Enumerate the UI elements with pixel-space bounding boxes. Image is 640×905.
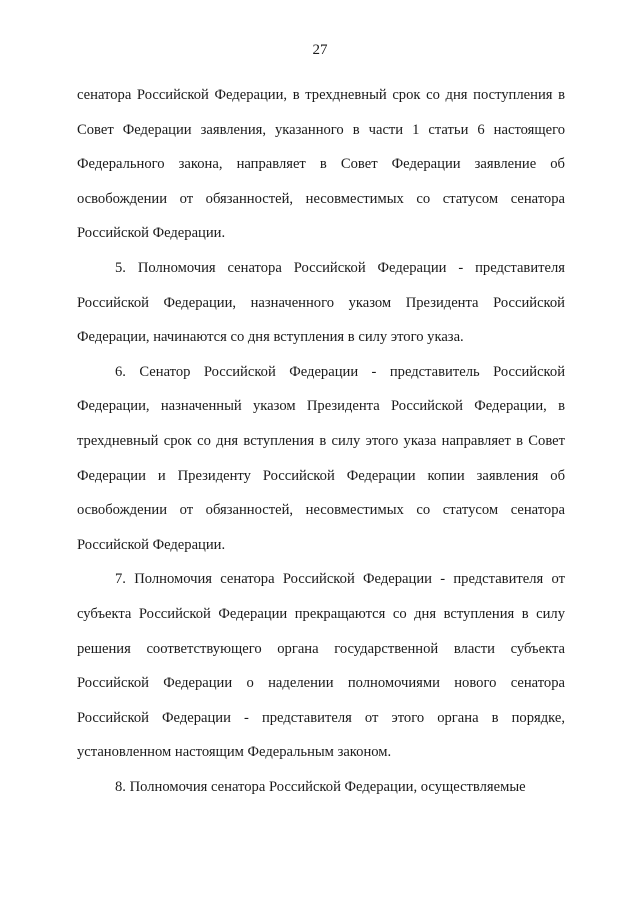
paragraph-continuation: сенатора Российской Федерации, в трехдневный срок со дня поступления в Совет Федерации заявления, указанного в части 1 статьи 6 настоящего Федерального закона, направляет в Совет Федерации заявление об освобождении от обязанностей, несовместимых со статусом сенатора Российской Федерации.	[77, 87, 565, 242]
paragraph-item-8: 8. Полномочия сенатора Российской Федерации, осуществляемые	[115, 778, 526, 795]
paragraph-item-7: 7. Полномочия сенатора Российской Федерации - представителя от субъекта Российской Федерации прекращаются со дня вступления в силу решения соответствующего органа государственной власти субъекта Российской Федерации о наделении полномочиями нового сенатора Российской Федерации - представителя от этого органа в порядке, установленном настоящим Федеральным законом.	[77, 571, 565, 761]
paragraph-item-5: 5. Полномочия сенатора Российской Федерации - представителя Российской Федерации, назначенного указом Президента Российской Федерации, начинаются со дня вступления в силу этого указа.	[77, 259, 565, 346]
paragraph-item-6: 6. Сенатор Российской Федерации - представитель Российской Федерации, назначенный указом Президента Российской Федерации, в трехдневный срок со дня вступления в силу этого указа направляет в Совет Федерации и Президенту Российской Федерации копии заявления об освобождении от обязанностей, несовместимых со статусом сенатора Российской Федерации.	[77, 363, 565, 553]
document-body	[77, 78, 565, 804]
page-number: 27	[312, 42, 328, 58]
